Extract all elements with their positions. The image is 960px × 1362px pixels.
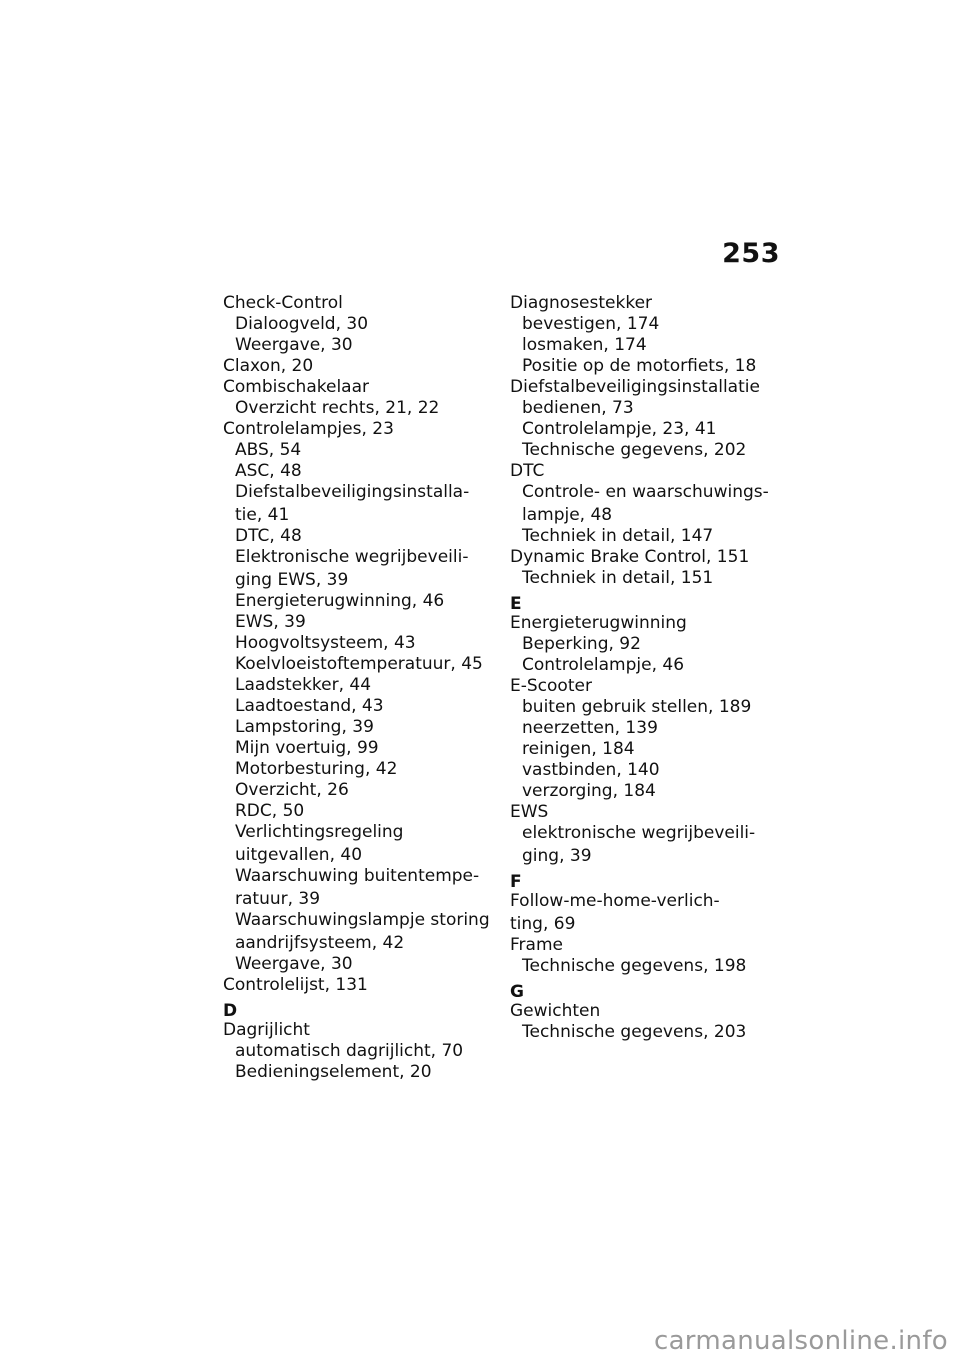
entry-text: losmaken, 174 [522, 335, 647, 355]
index-entry [223, 377, 493, 398]
index-subentry [223, 314, 493, 335]
index-subentry [510, 440, 780, 461]
index-subentry [223, 591, 493, 612]
index-subentry [223, 759, 493, 780]
entry-text: EWS [510, 802, 549, 822]
entry-text: Overzicht, 26 [235, 780, 349, 800]
index-subentry [510, 356, 780, 377]
entry-text: Technische gegevens, 202 [522, 440, 747, 460]
index-subentry [510, 314, 780, 335]
entry-text: automatisch dagrijlicht, 70 [235, 1041, 464, 1061]
entry-text: Diefstalbeveiligingsinstallatie [510, 377, 760, 397]
index-subentry [223, 696, 493, 717]
index-subentry [223, 954, 493, 975]
index-letter-heading: G [510, 982, 524, 1002]
entry-text: Bedieningselement, 20 [235, 1062, 432, 1082]
entry-text: Laadstekker, 44 [235, 675, 372, 695]
entry-text: Technische gegevens, 203 [522, 1022, 747, 1042]
entry-text: Dynamic Brake Control, 151 [510, 547, 750, 567]
index-letter-heading: E [510, 594, 522, 614]
watermark: carmanualsonline.info [653, 1326, 948, 1356]
index-subentry [223, 633, 493, 654]
index-subentry [223, 482, 493, 526]
index-letter-heading: D [223, 1001, 238, 1021]
entry-text: Weergave, 30 [235, 335, 353, 355]
entry-text: Lampstoring, 39 [235, 717, 374, 737]
index-entry [510, 676, 780, 697]
index-column-left [223, 293, 493, 1083]
entry-text: Controlelijst, 131 [223, 975, 368, 995]
entry-text: RDC, 50 [235, 801, 305, 821]
entry-text: Waarschuwingslampje storing [235, 910, 490, 930]
entry-text: DTC, 48 [235, 526, 302, 546]
entry-continuation: lampje, 48 [522, 505, 613, 525]
entry-text: verzorging, 184 [522, 781, 656, 801]
entry-text: Koelvloeistoftemperatuur, 45 [235, 654, 483, 674]
index-entry [223, 1020, 493, 1041]
entry-continuation: ratuur, 39 [235, 889, 321, 909]
index-subentry [510, 526, 780, 547]
entry-text: Diagnosestekker [510, 293, 653, 313]
index-subentry [510, 482, 780, 526]
index-subentry [223, 612, 493, 633]
index-entry [223, 419, 493, 440]
index-entry [510, 935, 780, 956]
index-subentry [510, 335, 780, 356]
entry-text: bevestigen, 174 [522, 314, 660, 334]
entry-text: Verlichtingsregeling [235, 822, 404, 842]
entry-text: Weergave, 30 [235, 954, 353, 974]
entry-text: Beperking, 92 [522, 634, 641, 654]
index-subentry [510, 697, 780, 718]
index-entry [223, 975, 493, 996]
index-subentry [223, 675, 493, 696]
entry-continuation: aandrijfsysteem, 42 [235, 933, 405, 953]
entry-continuation: ting, 69 [510, 914, 576, 934]
index-entry [510, 802, 780, 823]
index-subentry [223, 910, 493, 954]
index-letter-heading: F [510, 872, 522, 892]
entry-text: bedienen, 73 [522, 398, 634, 418]
entry-text: Dialoogveld, 30 [235, 314, 369, 334]
entry-text: Overzicht rechts, 21, 22 [235, 398, 440, 418]
entry-text: ABS, 54 [235, 440, 302, 460]
entry-text: reinigen, 184 [522, 739, 635, 759]
entry-text: buiten gebruik stellen, 189 [522, 697, 752, 717]
entry-text: Controle- en waarschuwings- [522, 482, 769, 502]
entry-text: Check-Control [223, 293, 343, 313]
entry-text: Controlelampje, 23, 41 [522, 419, 717, 439]
index-subentry [223, 866, 493, 910]
index-subentry [510, 568, 780, 589]
entry-text: Frame [510, 935, 563, 955]
entry-text: Mijn voertuig, 99 [235, 738, 379, 758]
index-subentry [223, 780, 493, 801]
index-subentry [223, 461, 493, 482]
index-subentry [223, 717, 493, 738]
index-subentry [510, 655, 780, 676]
entry-text: Dagrijlicht [223, 1020, 310, 1040]
index-entry [510, 1001, 780, 1022]
index-entry [510, 293, 780, 314]
entry-text: Diefstalbeveiligingsinstalla- [235, 482, 470, 502]
index-subentry [223, 822, 493, 866]
index-subentry [223, 398, 493, 419]
entry-continuation: ging EWS, 39 [235, 570, 349, 590]
index-entry [510, 613, 780, 634]
entry-text: Motorbesturing, 42 [235, 759, 398, 779]
index-subentry [223, 801, 493, 822]
index-subentry [223, 654, 493, 675]
index-subentry [510, 823, 780, 867]
index-entry [223, 356, 493, 377]
index-entry [510, 547, 780, 568]
entry-text: Laadtoestand, 43 [235, 696, 384, 716]
index-subentry [223, 738, 493, 759]
entry-text: Controlelampje, 46 [522, 655, 685, 675]
index-subentry [510, 718, 780, 739]
entry-text: ASC, 48 [235, 461, 302, 481]
index-subentry [510, 634, 780, 655]
entry-text: Hoogvoltsysteem, 43 [235, 633, 416, 653]
entry-text: Elektronische wegrijbeveili- [235, 547, 469, 567]
entry-text: elektronische wegrijbeveili- [522, 823, 756, 843]
entry-text: EWS, 39 [235, 612, 306, 632]
entry-continuation: ging, 39 [522, 846, 592, 866]
entry-text: Techniek in detail, 147 [522, 526, 714, 546]
index-subentry [510, 739, 780, 760]
entry-text: Follow-me-home-verlich- [510, 891, 720, 911]
index-subentry [510, 781, 780, 802]
index-subentry [510, 1022, 780, 1043]
entry-text: DTC [510, 461, 545, 481]
page-number: 253 [722, 238, 780, 269]
index-entry [510, 461, 780, 482]
index-subentry [510, 956, 780, 977]
index-subentry [223, 440, 493, 461]
index-column-right [510, 293, 780, 1043]
index-subentry [223, 547, 493, 591]
index-entry [510, 891, 780, 935]
entry-text: Energieterugwinning [510, 613, 687, 633]
index-subentry [510, 760, 780, 781]
entry-text: Energieterugwinning, 46 [235, 591, 445, 611]
entry-text: Waarschuwing buitentempe- [235, 866, 480, 886]
entry-text: Techniek in detail, 151 [522, 568, 714, 588]
index-entry [510, 377, 780, 398]
index-subentry [223, 335, 493, 356]
index-subentry [223, 1062, 493, 1083]
index-subentry [510, 398, 780, 419]
index-subentry [510, 419, 780, 440]
entry-continuation: tie, 41 [235, 505, 290, 525]
index-subentry [223, 526, 493, 547]
entry-text: Gewichten [510, 1001, 601, 1021]
entry-text: E-Scooter [510, 676, 592, 696]
entry-text: Combischakelaar [223, 377, 369, 397]
entry-text: Positie op de motorfiets, 18 [522, 356, 757, 376]
index-entry [223, 293, 493, 314]
index-subentry [223, 1041, 493, 1062]
entry-continuation: uitgevallen, 40 [235, 845, 363, 865]
entry-text: Technische gegevens, 198 [522, 956, 747, 976]
entry-text: Controlelampjes, 23 [223, 419, 394, 439]
entry-text: Claxon, 20 [223, 356, 314, 376]
entry-text: neerzetten, 139 [522, 718, 658, 738]
entry-text: vastbinden, 140 [522, 760, 660, 780]
